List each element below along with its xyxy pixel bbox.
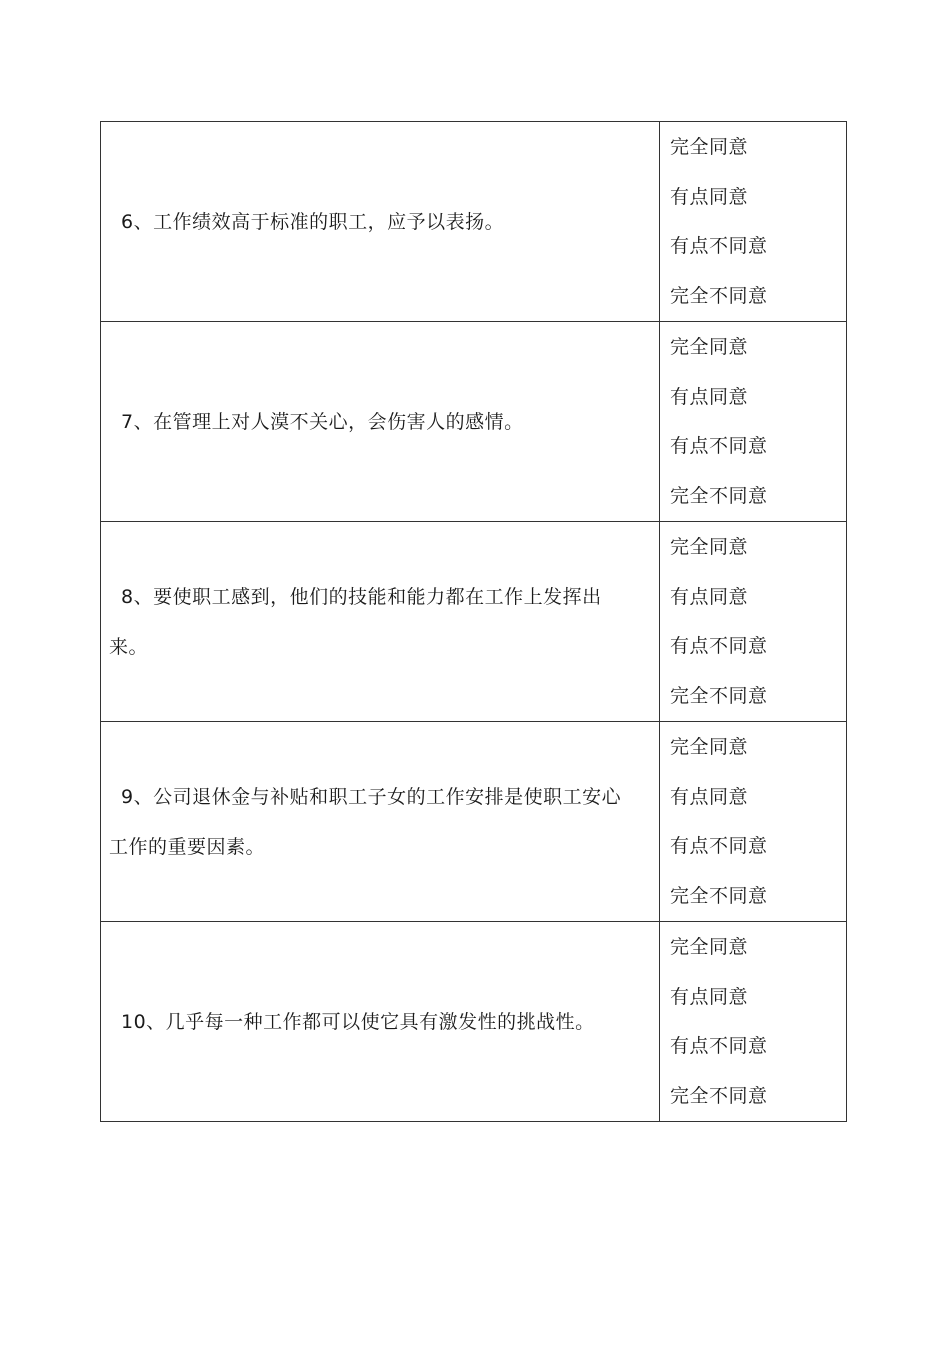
option-somewhat-disagree[interactable]: 有点不同意 [670, 435, 768, 458]
question-text: 6、工作绩效高于标准的职工，应予以表扬。 [121, 210, 505, 233]
question-cell [101, 322, 660, 522]
question-cell [101, 522, 660, 722]
option-strongly-disagree[interactable]: 完全不同意 [670, 685, 768, 708]
option-somewhat-disagree[interactable]: 有点不同意 [670, 835, 768, 858]
options-cell [660, 922, 847, 1122]
options-list [660, 122, 846, 321]
options-cell [660, 122, 847, 322]
options-list [660, 922, 846, 1121]
survey-table [100, 121, 847, 1122]
question-text: 8、要使职工感到，他们的技能和能力都在工作上发挥出来。 [109, 585, 602, 658]
option-strongly-agree[interactable]: 完全同意 [670, 135, 749, 158]
option-somewhat-disagree[interactable]: 有点不同意 [670, 1035, 768, 1058]
options-cell [660, 722, 847, 922]
option-strongly-disagree[interactable]: 完全不同意 [670, 485, 768, 508]
question-row-10 [101, 922, 847, 1122]
option-strongly-agree[interactable]: 完全同意 [670, 735, 749, 758]
question-cell [101, 122, 660, 322]
option-strongly-agree[interactable]: 完全同意 [670, 935, 749, 958]
option-somewhat-agree[interactable]: 有点同意 [670, 585, 749, 608]
option-somewhat-disagree[interactable]: 有点不同意 [670, 235, 768, 258]
options-cell [660, 322, 847, 522]
option-somewhat-agree[interactable]: 有点同意 [670, 785, 749, 808]
question-text: 9、公司退休金与补贴和职工子女的工作安排是使职工安心工作的重要因素。 [109, 785, 622, 858]
question-cell [101, 722, 660, 922]
question-cell [101, 922, 660, 1122]
option-somewhat-agree[interactable]: 有点同意 [670, 985, 749, 1008]
option-strongly-agree[interactable]: 完全同意 [670, 535, 749, 558]
option-strongly-agree[interactable]: 完全同意 [670, 335, 749, 358]
option-strongly-disagree[interactable]: 完全不同意 [670, 885, 768, 908]
question-text: 10、几乎每一种工作都可以使它具有激发性的挑战性。 [121, 1010, 595, 1033]
options-list [660, 322, 846, 521]
question-row-6 [101, 122, 847, 322]
options-cell [660, 522, 847, 722]
option-strongly-disagree[interactable]: 完全不同意 [670, 1085, 768, 1108]
options-list [660, 722, 846, 921]
question-row-8 [101, 522, 847, 722]
option-strongly-disagree[interactable]: 完全不同意 [670, 285, 768, 308]
option-somewhat-agree[interactable]: 有点同意 [670, 385, 749, 408]
question-row-9 [101, 722, 847, 922]
option-somewhat-disagree[interactable]: 有点不同意 [670, 635, 768, 658]
question-row-7 [101, 322, 847, 522]
question-text: 7、在管理上对人漠不关心，会伤害人的感情。 [121, 410, 524, 433]
option-somewhat-agree[interactable]: 有点同意 [670, 185, 749, 208]
options-list [660, 522, 846, 721]
